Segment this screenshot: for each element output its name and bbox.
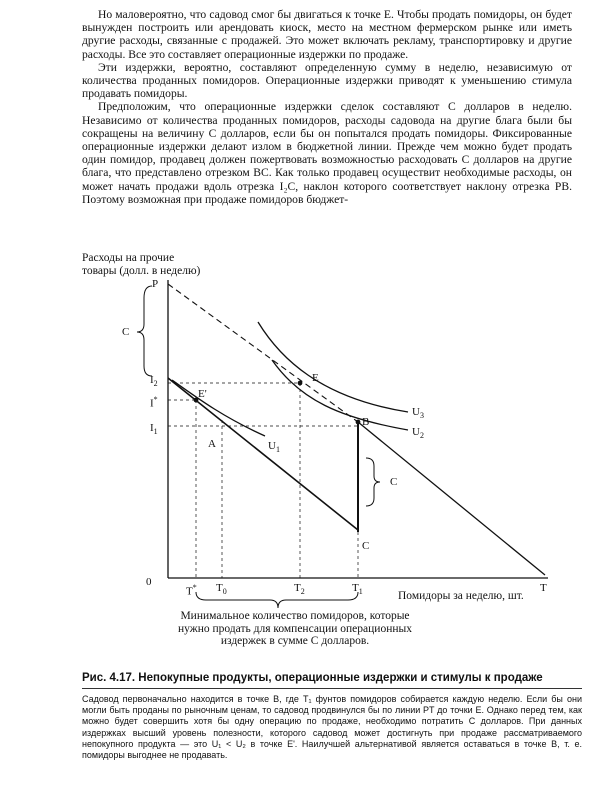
label-point-a: A [208,438,216,450]
paragraph-1: Но маловероятно, что садовод смог бы двигаться к точке E. Чтобы продать помидоры, он будет вынужден построить или арендовать киоск, место на местном фермерском рынке или иметь другие расходы, связанные с продажей. Это может включать рекламу, транспортировку и другие расходы. Все это составляет операционные издержки по продаже. [82,8,572,61]
label-t: T [540,582,547,594]
indifference-curve-u3 [258,322,408,412]
label-u2: $U_2$ [412,426,424,441]
point-e [298,381,303,386]
figure-description: Садовод первоначально находится в точке B, где T₁ фунтов помидоров собирается каждую неделю. Если бы они могли быть проданы по рыночным ценам, то садовод продвинулся бы по линии PT до точки E. Однако перед тем, как можно будет совершить хотя бы одну операцию по продаже, необходимо потратить C долларов. При данных издержках высший уровень полезности, которого садовод может достигнуть при продаже рассматриваемого непокупного продукта — это U₁ < U₂ в точке E'. Наилучшей альтернативой является оставаться в точке B, т. е. помидоры выгоднее не продавать. [82,694,582,761]
label-u1: $U_1$ [268,440,280,455]
y-axis-label-line1: Расходы на прочие [82,252,175,264]
indifference-curve-u2 [272,360,408,430]
label-u3: $U_3$ [412,406,424,421]
label-origin: 0 [146,576,152,588]
paragraph-3: Предположим, что операционные издержки сделок составляют C долларов в неделю. Независимо от количества проданных помидоров, расходы садовода на другие блага были бы сокращены на величину C долларов, если бы он попытался продать помидоры. Фиксированные операционные издержки делают излом в бюджетной линии. Прежде чем можно будет продать один помидор, продавец должен пожертвовать возможностью расходовать C долларов на другие блага, что представлено отрезком BC. Как только продавец осуществит необходимые расходы, он может начать продажи вдоль отрезка I₂C, наклон которого соответствует наклону отрезка PB. Поэтому возможная при продаже помидоров бюджет- [82,100,572,206]
caption-divider [82,688,582,689]
label-c-bottom: C [362,540,370,552]
label-point-b: B [362,416,370,428]
figure-note-line2: нужно продать для компенсации операционных [178,622,412,635]
label-point-estar: E' [198,388,207,400]
label-t1: $T_1$ [352,582,363,597]
budget-line-pt-solid [358,422,545,575]
label-p: P [152,278,159,290]
indifference-curve-u1 [172,380,265,436]
figure-note-line1: Минимальное количество помидоров, которые [180,610,410,622]
figure-graphic [0,240,594,670]
figure-4-17 [0,240,594,670]
label-point-e: E [312,372,319,384]
label-tstar: T* [186,583,197,598]
point-b [356,420,361,425]
paragraph-2: Эти издержки, вероятно, составляют определенную сумму в неделю, независимую от количества проданных помидоров. Операционные издержки приводят к уменьшению стимула продавать помидоры. [82,60,572,101]
y-axis-label-line2: товары (долл. в неделю) [82,265,201,277]
figure-note [150,610,440,648]
brace-c-right [366,458,380,506]
x-axis-label: Помидоры за неделю, шт. [398,590,524,602]
label-c-left: C [122,326,130,338]
label-i2: $I_2$ [150,374,158,389]
label-i1: $I_1$ [150,422,158,437]
figure-note-line3: издержек в сумме C долларов. [220,635,370,648]
body-text [82,8,572,206]
brace-c-left [137,286,152,376]
label-istar: I* [150,395,158,410]
figure-caption: Рис. 4.17. Непокупные продукты, операционные издержки и стимулы к продаже [82,672,543,684]
label-t2: $T_2$ [294,582,305,597]
label-t0: $T_0$ [216,582,227,597]
y-axis-label [82,252,200,278]
label-c-right: C [390,476,398,488]
